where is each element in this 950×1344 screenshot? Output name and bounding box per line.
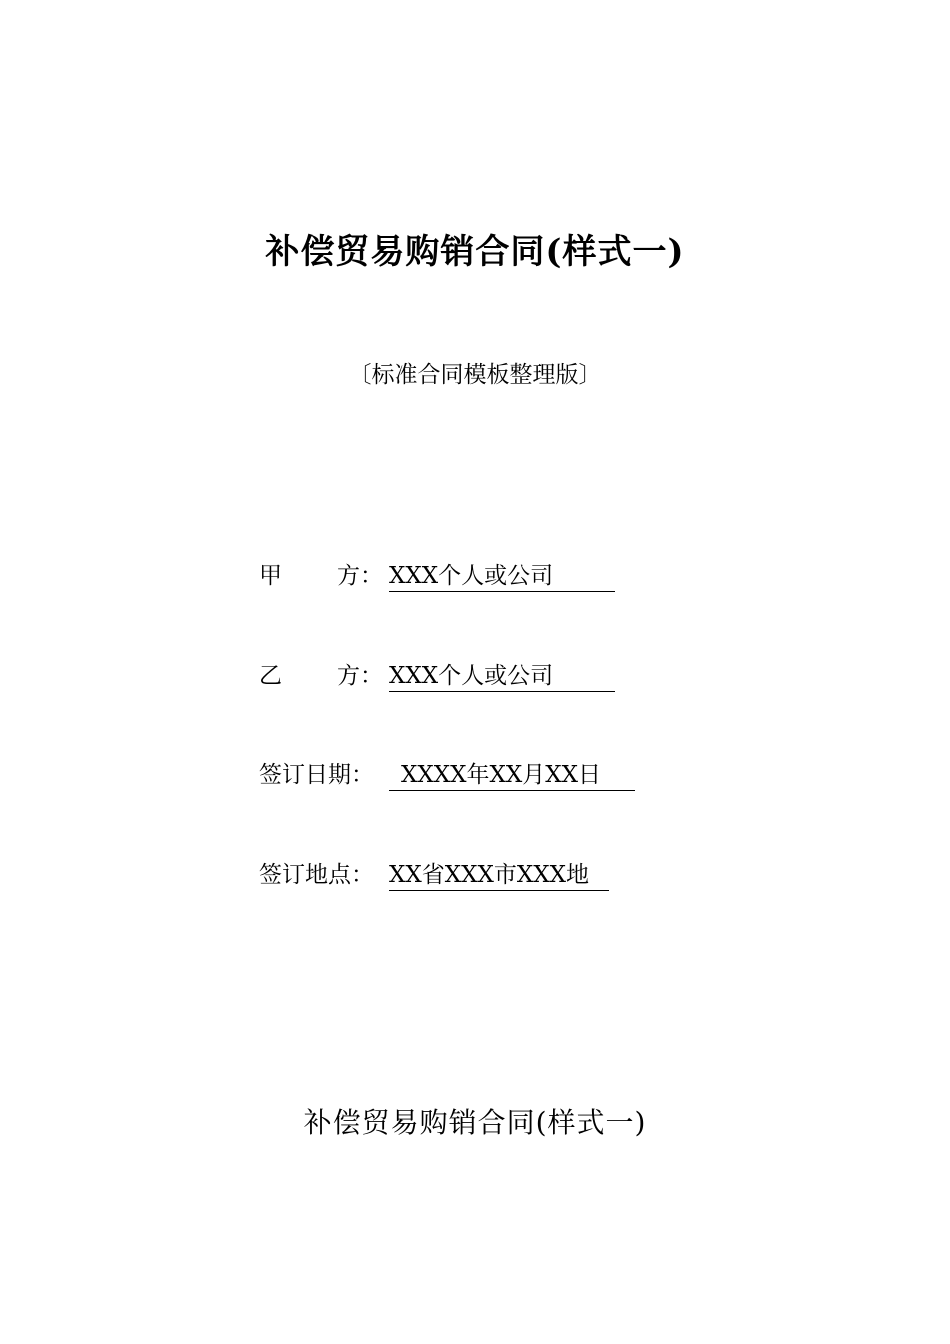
party-a-value: XXX个人或公司 bbox=[389, 561, 615, 592]
party-a-label: 甲 方： bbox=[259, 563, 383, 589]
party-b-label: 乙 方： bbox=[259, 663, 383, 689]
party-a-field bbox=[259, 558, 615, 594]
sign-place-field bbox=[259, 857, 609, 893]
document-subtitle: 〔标准合同模板整理版〕 bbox=[348, 362, 602, 388]
document-title: 补偿贸易购销合同(样式一) bbox=[265, 232, 685, 272]
sign-date-field bbox=[259, 757, 635, 793]
sign-date-value: XXXX年XX月XX日 bbox=[389, 760, 635, 791]
sign-date-label: 签订日期： bbox=[259, 762, 374, 788]
sign-place-label: 签订地点： bbox=[259, 862, 374, 888]
body-title: 补偿贸易购销合同(样式一) bbox=[303, 1106, 647, 1139]
party-b-field bbox=[259, 658, 615, 694]
party-b-value: XXX个人或公司 bbox=[389, 661, 615, 692]
sign-place-value: XX省XXX市XXX地 bbox=[389, 860, 609, 891]
